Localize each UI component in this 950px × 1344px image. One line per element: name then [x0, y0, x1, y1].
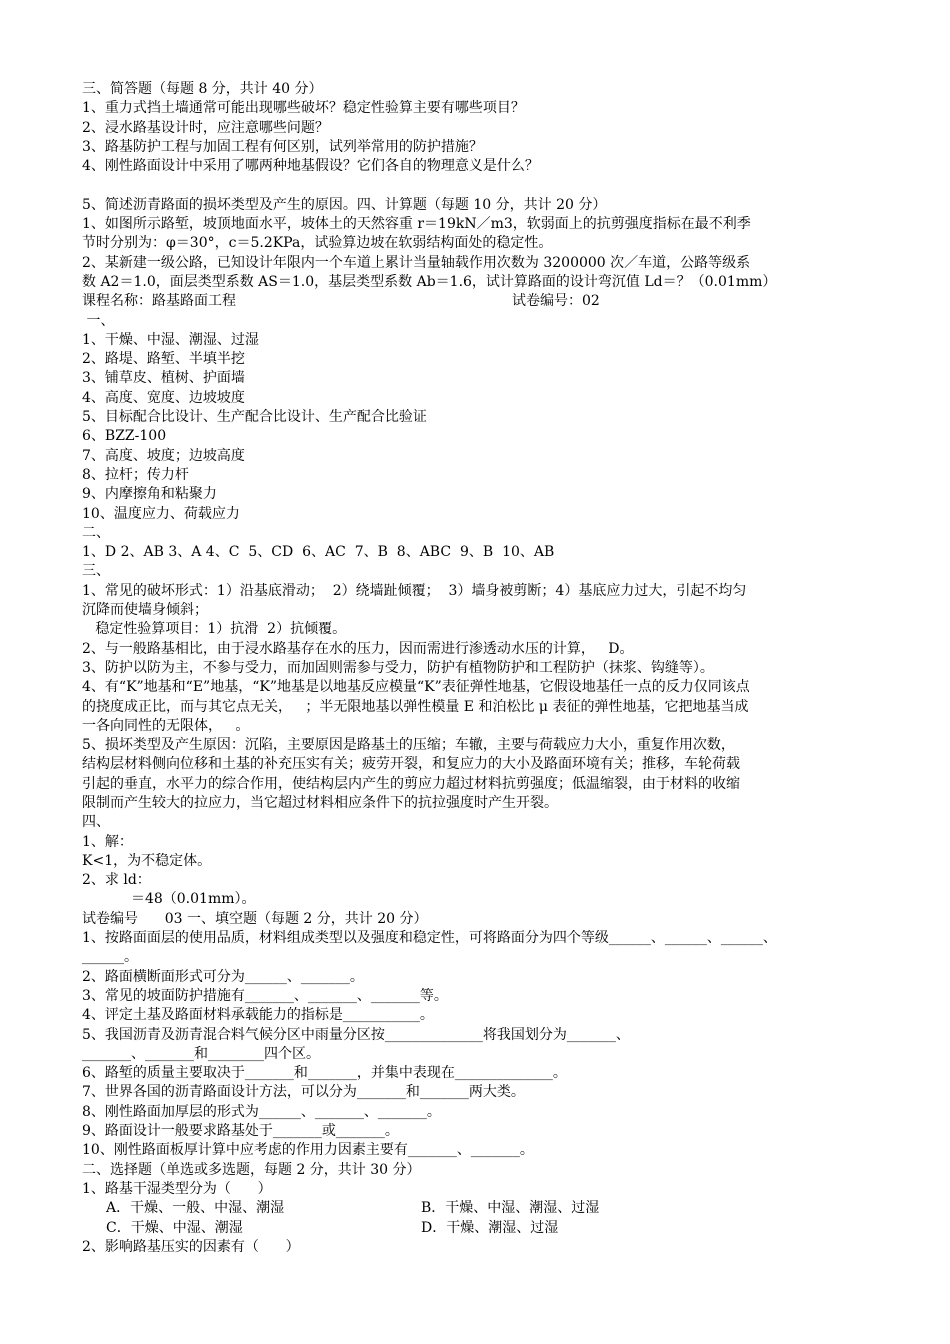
answer-line: 8、拉杆；传力杆 — [82, 466, 189, 483]
course-header — [82, 292, 882, 311]
fill-blank-line: ______。 — [82, 949, 138, 966]
question-line: 1、重力式挡土墙通常可能出现哪些破坏？稳定性验算主要有哪些项目？ — [82, 100, 525, 117]
question-line: 2、浸水路基设计时，应注意哪些问题？ — [82, 119, 329, 136]
question-line: 节时分别为：φ＝30°，c＝5.2KPa，试验算边坡在软弱结构面处的稳定性。 — [82, 235, 553, 252]
fill-blank-line: 6、路堑的质量主要取决于_______和_______，并集中表现在______________。 — [82, 1065, 567, 1082]
paper-number: 试卷编号：02 — [512, 293, 600, 310]
answer-line: 1、常见的破坏形式：1）沿基底滑动； 2）绕墙趾倾覆； 3）墙身被剪断；4）基底应力过大，引起不均匀 — [82, 582, 747, 599]
answer-line: 7、高度、坡度；边坡高度 — [82, 447, 245, 464]
answer-line: 3、防护以防为主，不参与受力，而加固则需参与受力，防护有植物防护和工程防护（抹浆、钩缝等）。 — [82, 659, 714, 676]
answer-line: 2、路堤、路堑、半填半挖 — [82, 351, 245, 368]
question-line: 5、简述沥青路面的损坏类型及产生的原因。四、计算题（每题 10 分，共计 20 分） — [82, 196, 607, 213]
fill-blank-line: 5、我国沥青及沥青混合料气候分区中雨量分区按______________将我国划分为_______、 — [82, 1026, 630, 1043]
fill-blank-line: 4、评定土基及路面材料承载能力的指标是___________。 — [82, 1007, 434, 1024]
question-line: 数 A2＝1.0，面层类型系数 AS＝1.0，基层类型系数 Ab＝1.6，试计算路面的设计弯沉值 Ld＝？（0.01mm） — [82, 273, 777, 290]
question-line: 2、影响路基压实的因素有（ ） — [82, 1238, 300, 1255]
fill-blank-line: 7、世界各国的沥青路面设计方法，可以分为_______和_______两大类。 — [82, 1084, 525, 1101]
section-heading: 二、选择题（单选或多选题，每题 2 分，共计 30 分） — [82, 1161, 421, 1178]
answer-line: 5、目标配合比设计、生产配合比设计、生产配合比验证 — [82, 409, 427, 426]
blank-line — [82, 176, 882, 195]
answer-line: 的挠度成正比，而与其它点无关， ；半无限地基以弹性模量 E 和泊松比 μ 表征的弹性地基，它把地基当成 — [82, 698, 749, 715]
question-line: 4、刚性路面设计中采用了哪两种地基假设？它们各自的物理意义是什么？ — [82, 158, 539, 175]
question-line: 3、路基防护工程与加固工程有何区别，试列举常用的防护措施？ — [82, 138, 483, 155]
document-body — [82, 80, 882, 1257]
option-b: B．干燥、中湿、潮湿、过湿 — [421, 1200, 600, 1217]
section-heading: 三、简答题（每题 8 分，共计 40 分） — [82, 81, 323, 97]
question-line: 1、如图所示路堑，坡顶地面水平，坡体土的天然容重 r＝19kN／m3，软弱面上的抗剪强度指标在最不利季 — [82, 216, 751, 233]
fill-blank-line: 3、常见的坡面防护措施有_______、_______、_______等。 — [82, 987, 448, 1004]
option-row — [82, 1199, 882, 1218]
answer-line: 2、与一般路基相比，由于浸水路基存在水的压力，因而需进行渗透动水压的计算， D。 — [82, 640, 634, 657]
answer-line: 1、干燥、中湿、潮湿、过湿 — [82, 331, 259, 348]
section-heading: 一、 — [82, 312, 115, 329]
answer-line: 4、有“K”地基和“E”地基，“K”地基是以地基反应模量“K”表征弹性地基，它假设地基任一点的反力仅同该点 — [82, 679, 750, 696]
answer-line: 1、解： — [82, 833, 133, 850]
question-line: 2、某新建一级公路，已知设计年限内一个车道上累计当量轴载作用次数为 3200000 次／车道，公路等级系 — [82, 254, 751, 271]
section-heading: 三、 — [82, 563, 110, 580]
section-heading: 二、 — [82, 524, 110, 541]
section-heading: 试卷编号 03 一、填空题（每题 2 分，共计 20 分） — [82, 910, 428, 927]
answer-line: 1、D 2、AB 3、A 4、C 5、CD 6、AC 7、B 8、ABC 9、B 10、AB — [82, 544, 555, 561]
answer-line: ＝48（0.01mm）。 — [82, 891, 256, 908]
answer-line: 4、高度、宽度、边坡坡度 — [82, 389, 245, 406]
fill-blank-line: 2、路面横断面形式可分为______、_______。 — [82, 968, 364, 985]
fill-blank-line: 10、刚性路面板厚计算中应考虑的作用力因素主要有_______、_______。 — [82, 1142, 534, 1159]
option-row — [82, 1219, 882, 1238]
fill-blank-line: 1、按路面面层的使用品质，材料组成类型以及强度和稳定性，可将路面分为四个等级______、______、______、 — [82, 930, 777, 947]
option-d: D．干燥、潮湿、过湿 — [421, 1219, 559, 1236]
question-line: 1、路基干湿类型分为（ ） — [82, 1180, 272, 1197]
answer-line: 3、铺草皮、植树、护面墙 — [82, 370, 245, 387]
answer-line: 限制而产生较大的拉应力，当它超过材料相应条件下的抗拉强度时产生开裂。 — [82, 794, 558, 811]
fill-blank-line: 8、刚性路面加厚层的形式为______、_______、_______。 — [82, 1103, 441, 1120]
option-c: C．干燥、中湿、潮湿 — [106, 1219, 243, 1236]
answer-line: K<1，为不稳定体。 — [82, 852, 212, 869]
option-a: A．干燥、一般、中湿、潮湿 — [106, 1200, 285, 1217]
answer-line: 10、温度应力、荷载应力 — [82, 505, 240, 522]
answer-line: 2、求 ld： — [82, 872, 151, 889]
fill-blank-line: _______、_______和________四个区。 — [82, 1045, 320, 1062]
answer-line: 沉降而使墙身倾斜； — [82, 602, 208, 619]
answer-line: 稳定性验算项目：1）抗滑 2）抗倾覆。 — [82, 621, 347, 638]
answer-line: 一各向同性的无限体， 。 — [82, 717, 250, 734]
answer-line: 6、BZZ-100 — [82, 428, 167, 445]
answer-line: 9、内摩擦角和粘聚力 — [82, 486, 217, 503]
section-heading: 四、 — [82, 814, 110, 831]
fill-blank-line: 9、路面设计一般要求路基处于_______或_______。 — [82, 1123, 399, 1140]
answer-line: 结构层材料侧向位移和土基的补充压实有关；疲劳开裂，和复应力的大小及路面环境有关；推移，车轮荷载 — [82, 756, 740, 773]
answer-line: 5、损坏类型及产生原因：沉陷，主要原因是路基土的压缩；车辙，主要与荷载应力大小，重复作用次数， — [82, 737, 735, 754]
answer-line: 引起的垂直，水平力的综合作用，使结构层内产生的剪应力超过材料抗剪强度；低温缩裂，由于材料的收缩 — [82, 775, 740, 792]
course-name: 课程名称：路基路面工程 — [82, 293, 236, 310]
